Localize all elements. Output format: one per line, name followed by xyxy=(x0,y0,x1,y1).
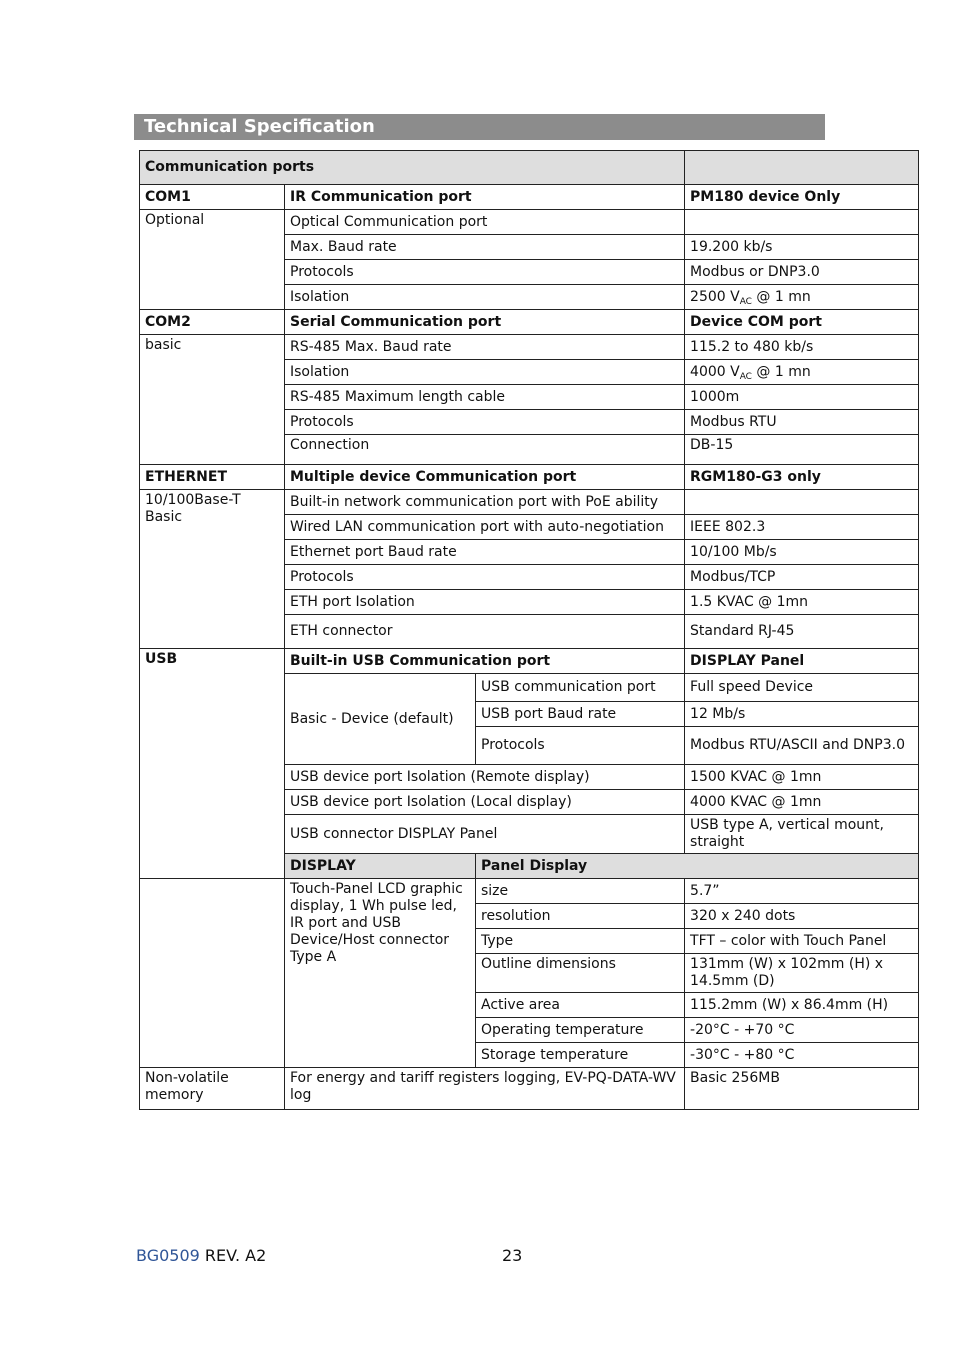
spec-value: 1500 KVAC @ 1mn xyxy=(685,765,919,790)
header-title: Communication ports xyxy=(140,151,685,185)
memory-row xyxy=(140,1068,919,1110)
spec-param: Protocols xyxy=(476,727,685,765)
spec-value: 5.7” xyxy=(685,879,919,904)
spec-param: RS-485 Maximum length cable xyxy=(285,385,685,410)
spec-param: Isolation xyxy=(285,285,685,310)
com2-value: Device COM port xyxy=(685,310,919,335)
spec-value: 4000 KVAC @ 1mn xyxy=(685,790,919,815)
doc-revision: REV. A2 xyxy=(199,1246,267,1265)
doc-code: BG0509 xyxy=(136,1246,200,1265)
spec-param: Optical Communication port xyxy=(285,210,685,235)
spec-value: 2500 $V_{AC}$ @ 1 mn xyxy=(685,285,919,310)
spec-value: -20°C - +70 °C xyxy=(685,1018,919,1043)
spec-param: Active area xyxy=(476,993,685,1018)
com2-label: COM2 xyxy=(140,310,285,335)
com2-title: Serial Communication port xyxy=(285,310,685,335)
section-title: Technical Specification xyxy=(134,114,825,140)
display-label: DISPLAY xyxy=(285,854,476,879)
spec-table xyxy=(139,150,919,1110)
spec-param: USB device port Isolation (Local display) xyxy=(285,790,685,815)
display-empty-cell xyxy=(140,879,285,1068)
spec-param: Operating temperature xyxy=(476,1018,685,1043)
spec-param: Connection xyxy=(285,435,685,465)
ethernet-value: RGM180-G3 only xyxy=(685,465,919,490)
usb-row xyxy=(140,649,919,674)
com2-group: basic xyxy=(140,335,285,465)
spec-value: DB-15 xyxy=(685,435,919,465)
spec-value: Full speed Device xyxy=(685,674,919,702)
spec-value: Modbus/TCP xyxy=(685,565,919,590)
ethernet-row xyxy=(140,465,919,490)
spec-param: Protocols xyxy=(285,410,685,435)
spec-param: Isolation xyxy=(285,360,685,385)
spec-value: IEEE 802.3 xyxy=(685,515,919,540)
usb-title: Built-in USB Communication port xyxy=(285,649,685,674)
display-description: Touch-Panel LCD graphic display, 1 Wh pulse led, IR port and USB Device/Host connector Type A xyxy=(285,879,476,1068)
spec-value xyxy=(685,210,919,235)
memory-label: Non-volatile memory xyxy=(140,1068,285,1110)
table-row xyxy=(140,210,919,235)
usb-value: DISPLAY Panel xyxy=(685,649,919,674)
com1-title: IR Communication port xyxy=(285,185,685,210)
spec-param: ETH connector xyxy=(285,615,685,649)
spec-value: 4000 $V_{AC}$ @ 1 mn xyxy=(685,360,919,385)
spec-param: Protocols xyxy=(285,260,685,285)
spec-value: 19.200 kb/s xyxy=(685,235,919,260)
table-header-row xyxy=(140,151,919,185)
spec-param: RS-485 Max. Baud rate xyxy=(285,335,685,360)
com1-value: PM180 device Only xyxy=(685,185,919,210)
com1-row xyxy=(140,185,919,210)
spec-param: Outline dimensions xyxy=(476,954,685,993)
spec-value: USB type A, vertical mount, straight xyxy=(685,815,919,854)
spec-value: Modbus RTU/ASCII and DNP3.0 xyxy=(685,727,919,765)
com1-label: COM1 xyxy=(140,185,285,210)
spec-param: Protocols xyxy=(285,565,685,590)
spec-param: Max. Baud rate xyxy=(285,235,685,260)
spec-value: TFT – color with Touch Panel xyxy=(685,929,919,954)
spec-param: Storage temperature xyxy=(476,1043,685,1068)
com1-group: Optional xyxy=(140,210,285,310)
memory-value: Basic 256MB xyxy=(685,1068,919,1110)
spec-value: 1000m xyxy=(685,385,919,410)
spec-param: USB communication port xyxy=(476,674,685,702)
spec-param: Type xyxy=(476,929,685,954)
table-row xyxy=(140,879,919,904)
table-row xyxy=(140,490,919,515)
memory-param: For energy and tariff registers logging, EV-PQ-DATA-WV log xyxy=(285,1068,685,1110)
ethernet-group: 10/100Base-T Basic xyxy=(140,490,285,649)
spec-value: 131mm (W) x 102mm (H) x 14.5mm (D) xyxy=(685,954,919,993)
footer-document-id xyxy=(136,1246,266,1265)
table-row xyxy=(140,335,919,360)
spec-value: 115.2 to 480 kb/s xyxy=(685,335,919,360)
spec-param: USB port Baud rate xyxy=(476,702,685,727)
spec-value xyxy=(685,490,919,515)
spec-value: Modbus or DNP3.0 xyxy=(685,260,919,285)
spec-value: Modbus RTU xyxy=(685,410,919,435)
spec-value: 115.2mm (W) x 86.4mm (H) xyxy=(685,993,919,1018)
spec-param: Built-in network communication port with PoE ability xyxy=(285,490,685,515)
spec-param: ETH port Isolation xyxy=(285,590,685,615)
ethernet-title: Multiple device Communication port xyxy=(285,465,685,490)
usb-label: USB xyxy=(140,649,285,879)
com2-row xyxy=(140,310,919,335)
spec-value: 1.5 KVAC @ 1mn xyxy=(685,590,919,615)
spec-param: Wired LAN communication port with auto-negotiation xyxy=(285,515,685,540)
spec-param: USB device port Isolation (Remote display) xyxy=(285,765,685,790)
spec-value: 320 x 240 dots xyxy=(685,904,919,929)
display-title: Panel Display xyxy=(476,854,919,879)
spec-value: -30°C - +80 °C xyxy=(685,1043,919,1068)
spec-param: size xyxy=(476,879,685,904)
header-value xyxy=(685,151,919,185)
spec-param: USB connector DISPLAY Panel xyxy=(285,815,685,854)
ethernet-label: ETHERNET xyxy=(140,465,285,490)
spec-param: resolution xyxy=(476,904,685,929)
spec-value: 12 Mb/s xyxy=(685,702,919,727)
spec-value: Standard RJ-45 xyxy=(685,615,919,649)
page-number: 23 xyxy=(502,1246,523,1265)
usb-sub-group: Basic - Device (default) xyxy=(285,674,476,765)
spec-param: Ethernet port Baud rate xyxy=(285,540,685,565)
spec-value: 10/100 Mb/s xyxy=(685,540,919,565)
